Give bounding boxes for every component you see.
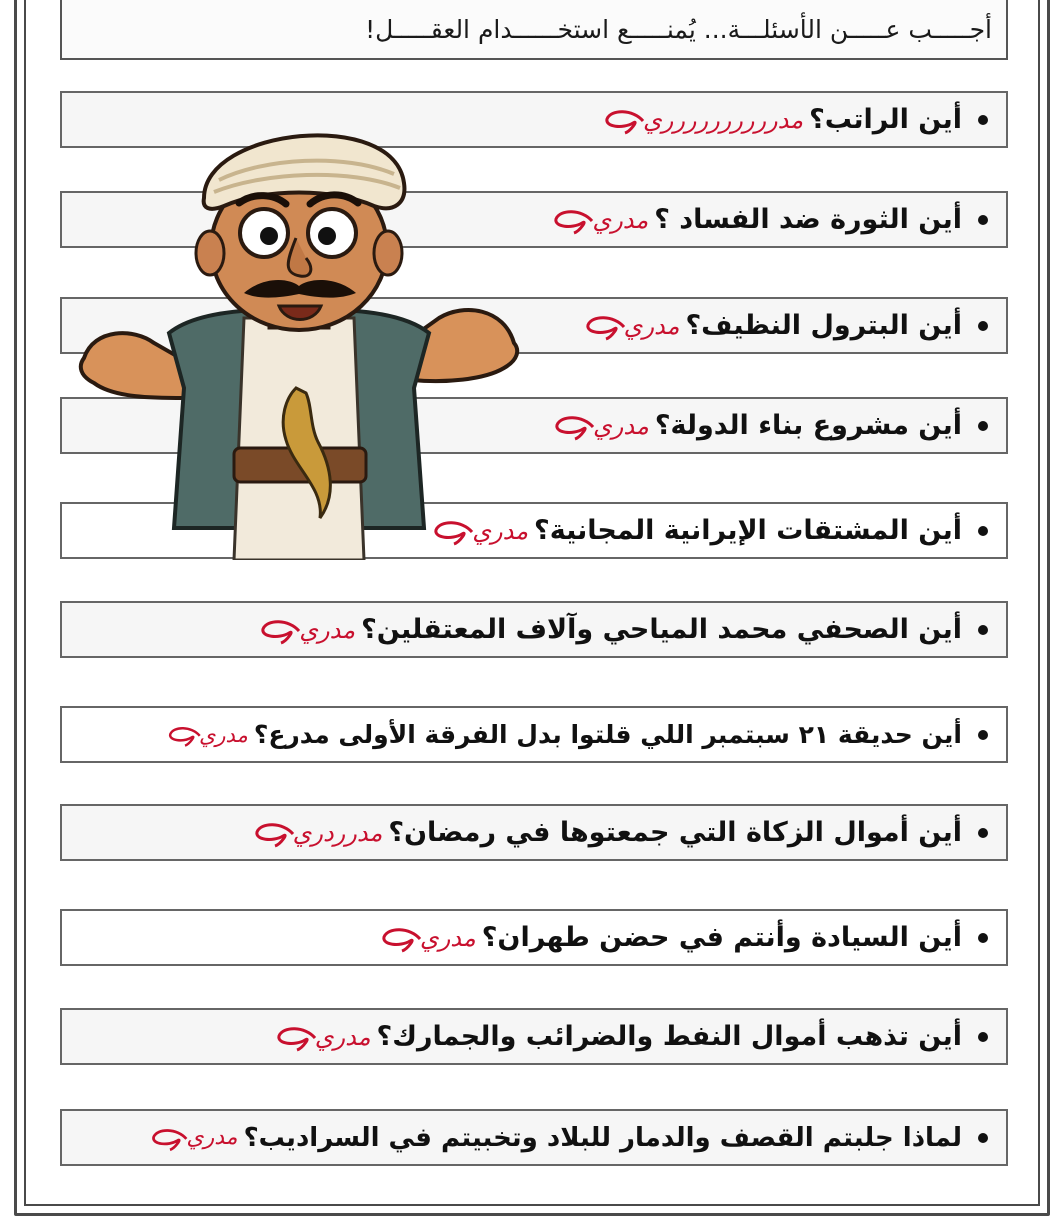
scribble-icon: [603, 105, 647, 135]
handwritten-answer: مدري: [314, 1022, 371, 1051]
handwritten-answer: مدري: [419, 923, 476, 952]
scribble-icon: [275, 1022, 319, 1052]
question-text: أين حديقة ٢١ سبتمبر اللي قلتوا بدل الفرقة الأولى مدرع؟: [253, 720, 962, 749]
question-text: أين أموال الزكاة التي جمعتوها في رمضان؟: [388, 817, 962, 848]
bullet-icon: [978, 526, 988, 536]
question-text: أين تذهب أموال النفط والضرائب والجمارك؟: [376, 1021, 962, 1052]
question-text: لماذا جلبتم القصف والدمار للبلاد وتخبيتم في السراديب؟: [243, 1122, 962, 1153]
scribble-icon: [253, 818, 297, 848]
question-text: أين الثورة ضد الفساد ؟: [654, 204, 962, 235]
question-text: أين المشتقات الإيرانية المجانية؟: [534, 515, 962, 546]
handwritten-answer: مدري: [472, 516, 529, 545]
bullet-icon: [978, 1133, 988, 1143]
question-text: أين السيادة وأنتم في حضن طهران؟: [481, 922, 962, 953]
scribble-icon: [167, 720, 203, 750]
bullet-icon: [978, 625, 988, 635]
question-text: أين البترول النظيف؟: [685, 310, 962, 341]
bullet-icon: [978, 933, 988, 943]
question-row-8: [60, 804, 1008, 861]
scribble-icon: [552, 205, 596, 235]
question-row-11: [60, 1109, 1008, 1166]
bullet-icon: [978, 215, 988, 225]
question-text: أين الراتب؟: [809, 104, 962, 135]
shrugging-man-illustration: [74, 88, 524, 560]
question-row-7: [60, 706, 1008, 763]
handwritten-answer: مدرررررررررري: [642, 105, 804, 134]
bullet-icon: [978, 421, 988, 431]
handwritten-answer: مدري: [198, 722, 248, 747]
handwritten-answer: مدري: [299, 615, 356, 644]
question-text: أين الصحفي محمد المياحي وآلاف المعتقلين؟: [361, 614, 962, 645]
instruction-box: [60, 0, 1008, 60]
handwritten-answer: مدري: [592, 205, 649, 234]
bullet-icon: [978, 321, 988, 331]
question-row-10: [60, 1008, 1008, 1065]
handwritten-answer: مدري: [623, 311, 680, 340]
bullet-icon: [978, 730, 988, 740]
bullet-icon: [978, 1032, 988, 1042]
handwritten-answer: مدري: [593, 411, 649, 440]
handwritten-answer: مدرردري: [292, 818, 383, 847]
scribble-icon: [553, 411, 597, 441]
question-row-6: [60, 601, 1008, 658]
bullet-icon: [978, 828, 988, 838]
scribble-icon: [259, 615, 303, 645]
bullet-icon: [978, 115, 988, 125]
scribble-icon: [380, 923, 424, 953]
scribble-icon: [150, 1123, 190, 1153]
question-text: أين مشروع بناء الدولة؟: [654, 410, 962, 441]
scribble-icon: [584, 311, 628, 341]
handwritten-answer: مدري: [186, 1125, 238, 1150]
instruction-text: أجـــــب عـــــن الأسئلـــة... يُمنـــــع استخــــــدام العقـــــل!: [365, 14, 992, 44]
question-row-9: [60, 909, 1008, 966]
